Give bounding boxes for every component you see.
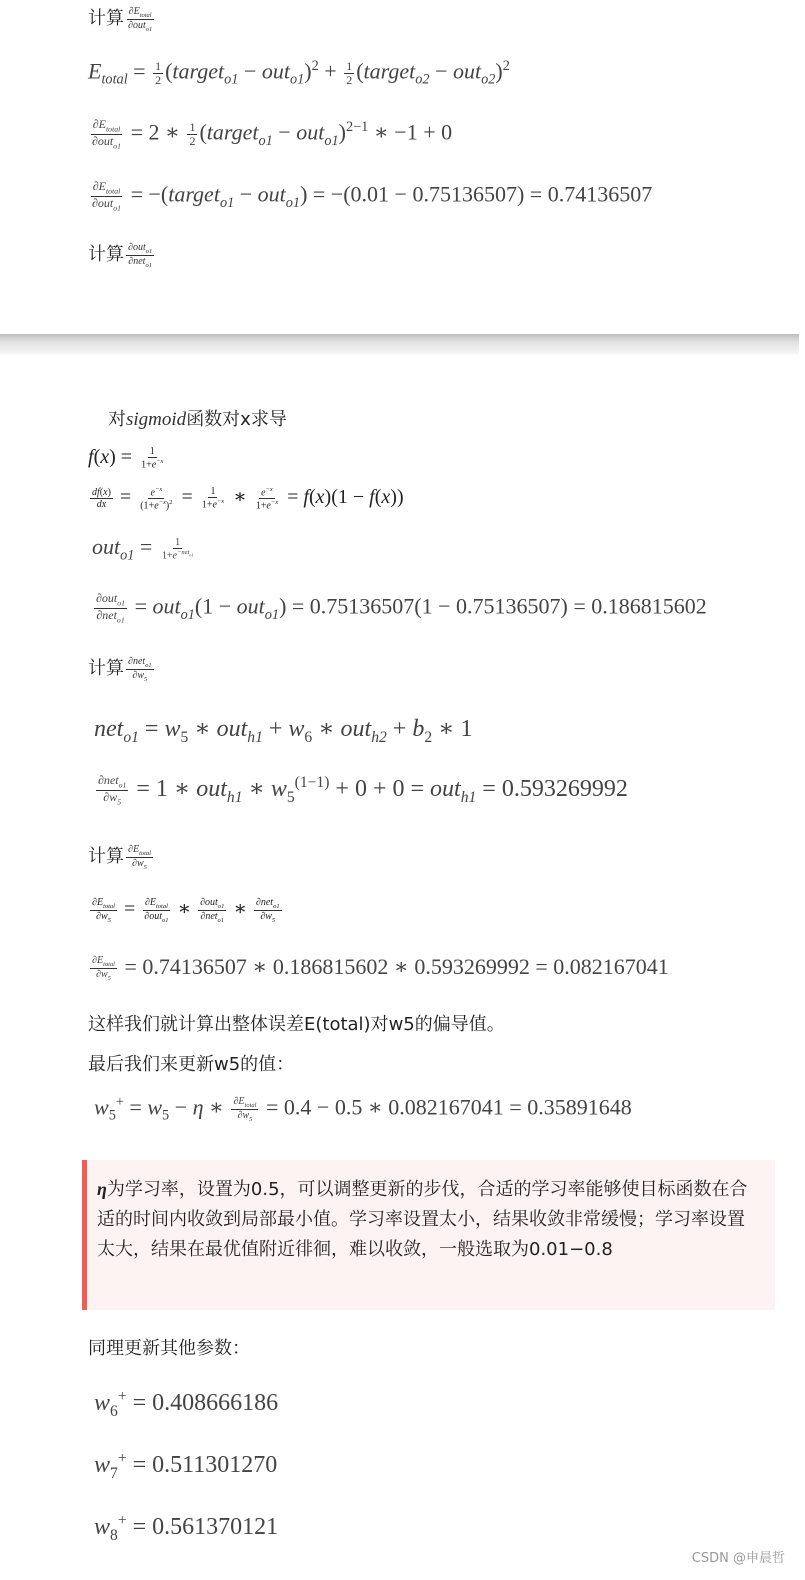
heading-compute-dnet-dw5: 计算 $\frac{\partial net_{o1}}{\partial w_5}$ xyxy=(88,656,152,684)
update-w5-heading: 最后我们来更新w5的值： xyxy=(88,1054,295,1075)
learning-rate-note xyxy=(82,1160,775,1310)
eq-sigmoid: f(x) = $\frac{1}{1+e^{-x}}$ xyxy=(88,446,164,471)
eq-out-o1: out$_{o1}$ = $\frac{1}{1+e^{-net_{o1}}}$ xyxy=(92,534,194,564)
eq-dnet-dw5-value: $\frac{\partial net_{o1}}{\partial w_5}$ = 1 ∗ out$_{h1}$ ∗ $w_5^{(1-1)} + 0 + 0 = out_{h1} = 0.593269992$ xyxy=(98,773,628,807)
eq-w7-new: $w_7^+ = 0.511301270$ xyxy=(94,1450,278,1482)
w5-result-text: 这样我们就计算出整体误差E(total)对w5的偏导值。 xyxy=(88,1014,505,1035)
eq-dE-dw5-value: $\frac{\partial E_{total}}{\partial w_5}$ = 0.74136507 ∗ 0.186815602 ∗ 0.593269992 = 0.082167041 xyxy=(92,954,669,983)
eq-dE-dout-expanded: $\frac{\partial E_{total}}{\partial out_{o1}}$ = 2 ∗ $\frac{1}{2}$ (target$_{o1}$ − out$_{o1}$)$^{2-1}$ ∗ −1 + 0 xyxy=(92,117,453,151)
heading-compute-dE-dw5: 计算 $\frac{\partial E_{total}}{\partial w_5}$ xyxy=(88,844,151,872)
eq-sigmoid-derivative: $\frac{df(x)}{dx}$ = $\frac{e^{-x}}{(1+e^{-x})^2}$ = $\frac{1}{1+e^{-x}}$ ∗ $\frac{e^{-x}}{1+e^{-x}}$ = f(x)(1 − f(x)) xyxy=(92,485,404,512)
eq-w8-new: $w_8^+ = 0.561370121$ xyxy=(94,1512,279,1544)
eq-net-o1: $net_{o1} = w_5$ ∗ $out_{h1} + w_6$ ∗ $out_{h2} + b_2$ ∗ 1 xyxy=(94,716,473,746)
watermark: CSDN @申晨哲 xyxy=(691,1551,785,1566)
eq-dout-dnet-value: $\frac{\partial out_{o1}}{\partial net_{o1}}$ = out$_{o1}$(1 − out$_{o1}$) = 0.75136507(1 − 0.75136507) = 0.186815602 xyxy=(96,591,707,625)
heading-compute-dE-dout: 计算 $\frac{\partial E_{total}}{\partial out_{o1}}$ xyxy=(88,6,153,34)
sigmoid-heading: 对sigmoid函数对x求导 xyxy=(108,409,287,430)
eq-dE-dout-value: $\frac{\partial E_{total}}{\partial out_{o1}}$ = −(target$_{o1}$ − out$_{o1}$) = −(0.01 − 0.75136507) = 0.74136507 xyxy=(92,179,653,213)
update-others-heading: 同理更新其他参数： xyxy=(88,1338,250,1359)
eq-update-w5: $w_5^+ = w_5 - \eta$ ∗ $\frac{\partial E_{total}}{\partial w_5}$ = 0.4 − 0.5 ∗ 0.082167041 = 0.35891648 xyxy=(94,1094,632,1124)
section-divider xyxy=(0,334,799,354)
heading-compute-dout-dnet: 计算 $\frac{\partial out_{o1}}{\partial net_{o1}}$ xyxy=(88,242,153,270)
note-text: η为学习率，设置为0.5，可以调整更新的步伐，合适的学习率能够使目标函数在合适的时间内收敛到局部最小值。学习率设置太小，结果收敛非常缓慢；学习率设置太大，结果在最优值附近徘徊，难以收敛，一般选取为0.01−0.8 xyxy=(97,1179,748,1260)
eq-e-total: $E_{total}$ = $\frac{1}{2}$ (target$_{o1}$ − out$_{o1}$)$^2$ + $\frac{1}{2}$ (target$_{o2}$ − out$_{o2}$)$^2$ xyxy=(88,58,510,88)
eq-w6-new: $w_6^+ = 0.408666186$ xyxy=(94,1388,279,1420)
eq-chain-rule: $\frac{\partial E_{total}}{\partial w_5}$ = $\frac{\partial E_{total}}{\partial out_{o1}}$ ∗ $\frac{\partial out_{o1}}{\partial net_{o1}}$ ∗ $\frac{\partial net_{o1}}{\partial w_5}$ xyxy=(92,896,280,924)
